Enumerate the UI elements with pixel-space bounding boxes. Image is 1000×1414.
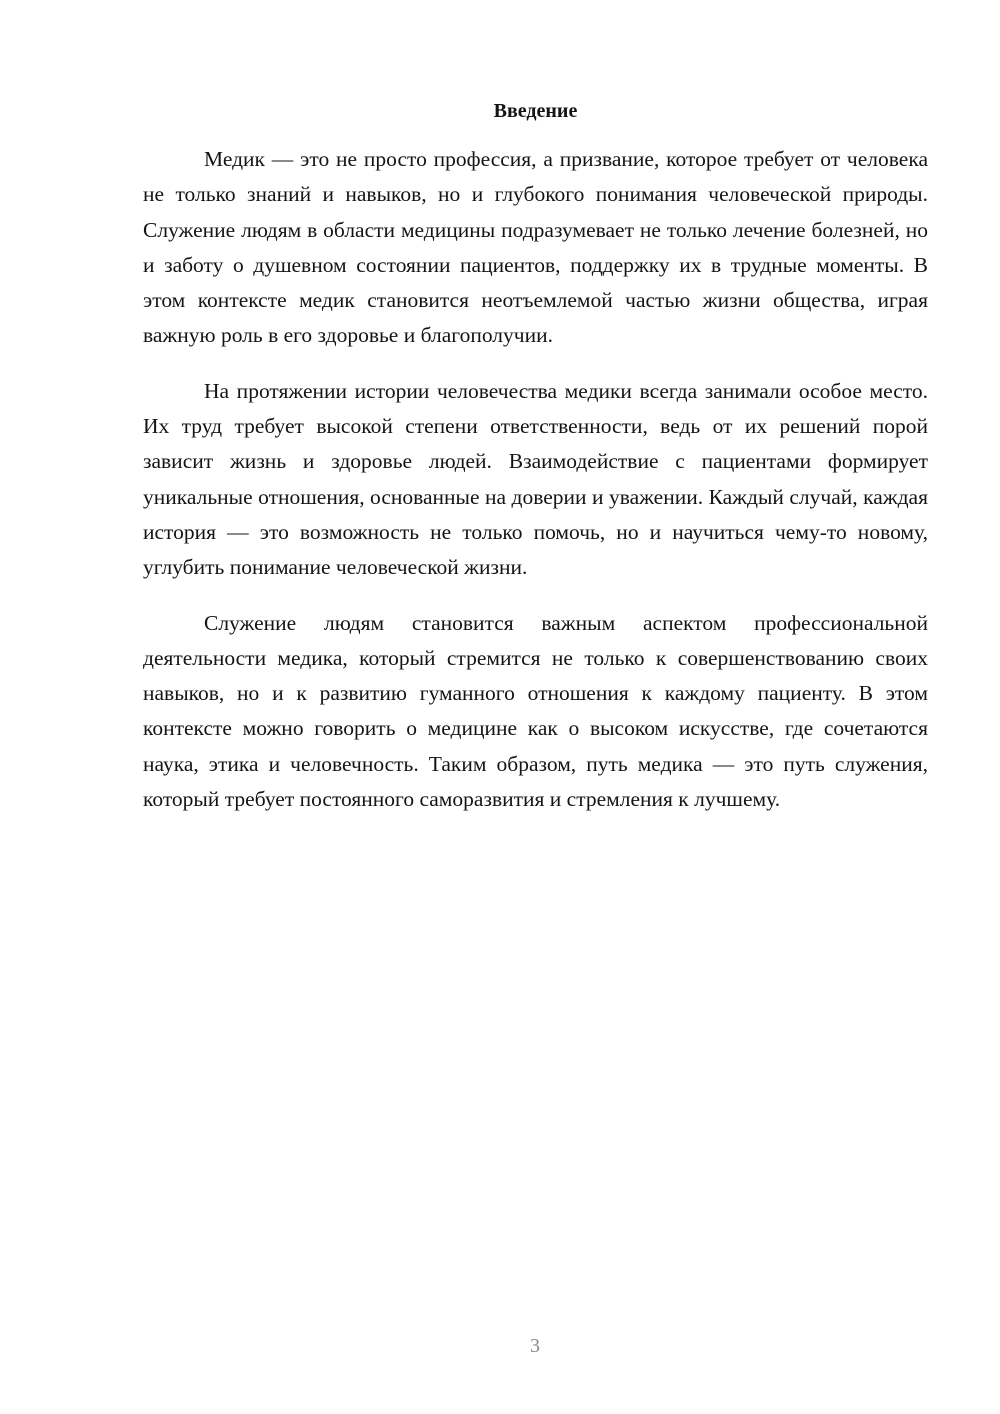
paragraph-1: Медик — это не просто профессия, а призвание, которое требует от человека не только знаний и навыков, но и глубокого понимания человеческой природы. Служение людям в области медицины подразумевает не только лечение болезней, но и заботу о душевном состоянии пациентов, поддержку их в трудные моменты. В этом контексте медик становится неотъемлемой частью жизни общества, играя важную роль в его здоровье и благополучии. <box>143 147 928 348</box>
page-title: Введение <box>493 100 578 122</box>
page-number: 3 <box>530 1335 540 1357</box>
document-body <box>143 142 928 837</box>
paragraph-3: Служение людям становится важным аспектом профессиональной деятельности медика, который стремится не только к совершенствованию своих навыков, но и к развитию гуманного отношения к каждому пациенту. В этом контексте можно говорить о медицине как о высоком искусстве, где сочетаются наука, этика и человечность. Таким образом, путь медика — это путь служения, который требует постоянного саморазвития и стремления к лучшему. <box>143 610 928 812</box>
paragraph-2: На протяжении истории человечества медики всегда занимали особое место. Их труд требует высокой степени ответственности, ведь от их решений порой зависит жизнь и здоровье людей. Взаимодействие с пациентами формирует уникальные отношения, основанные на доверии и уважении. Каждый случай, каждая история — это возможность не только помочь, но и научиться чему-то новому, углубить понимание человеческой жизни. <box>143 378 928 580</box>
